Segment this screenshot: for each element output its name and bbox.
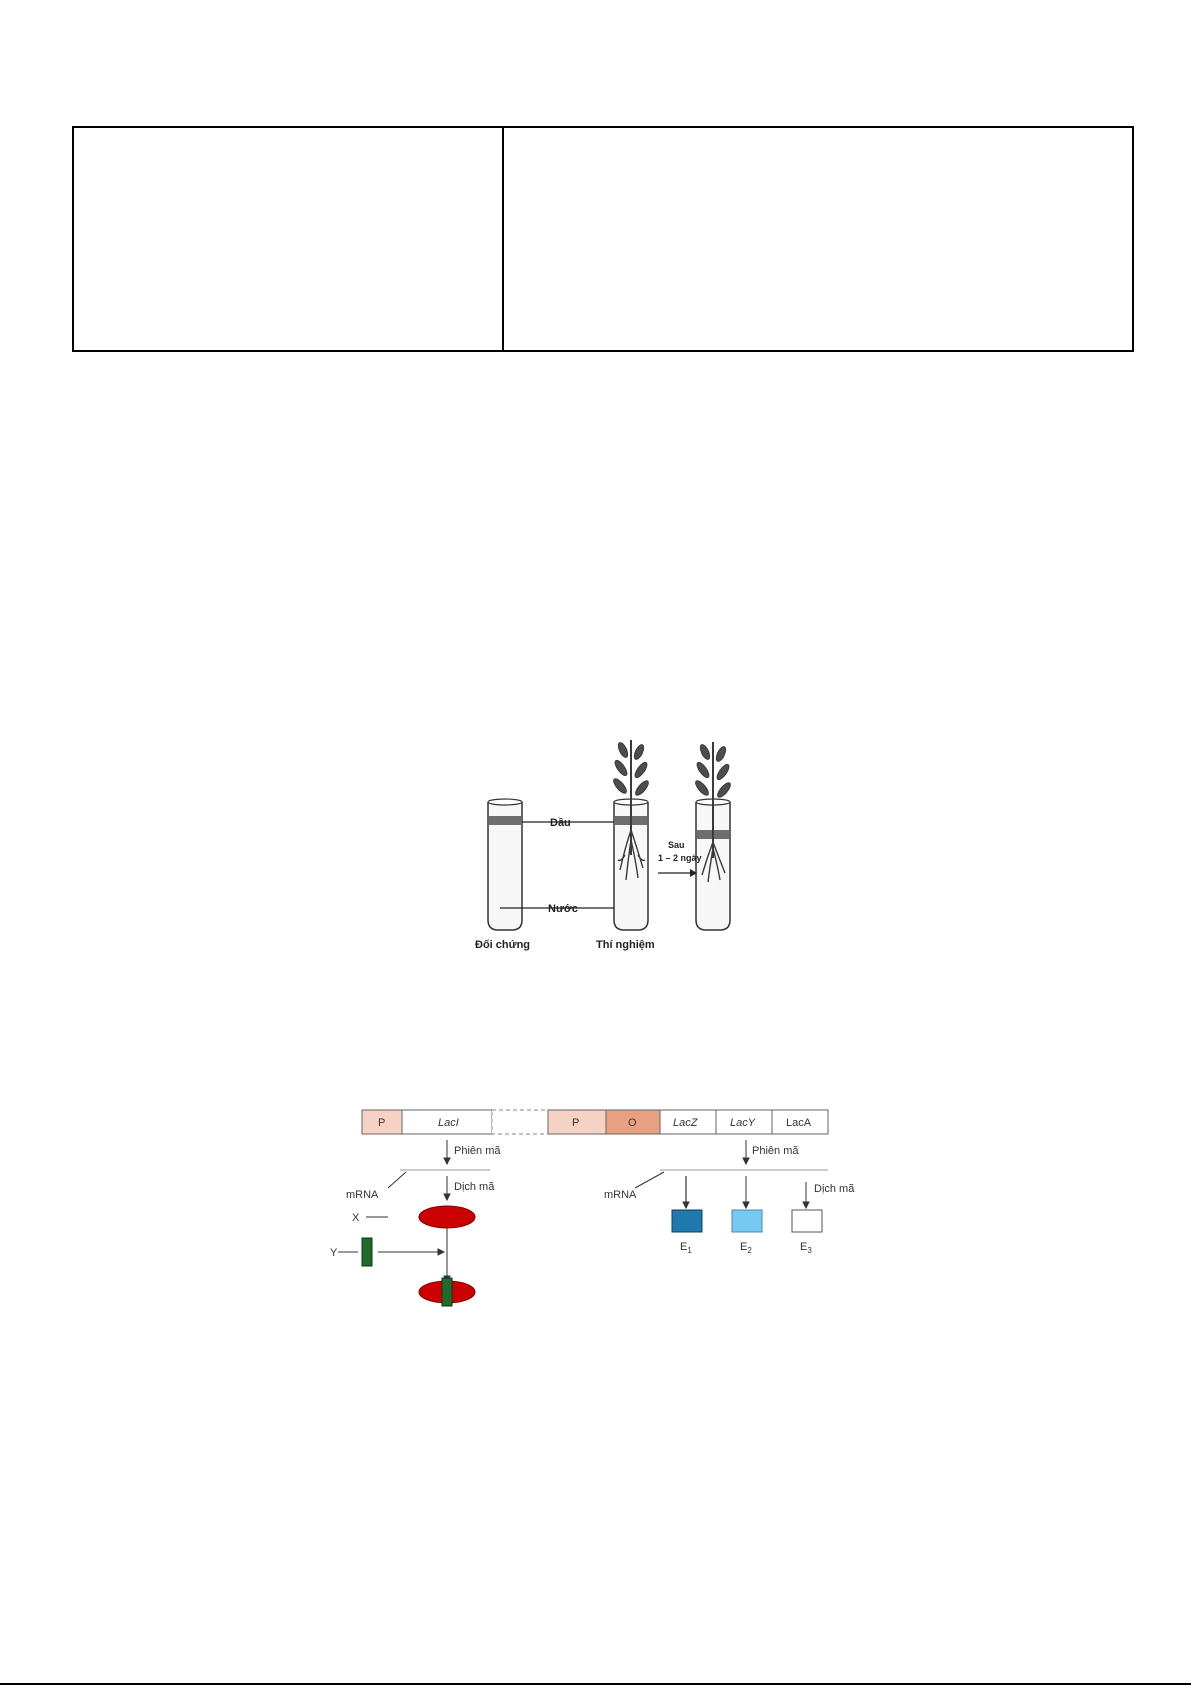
table-cell-right [504, 128, 1132, 350]
enzyme-e3-label: $E_3$ [800, 1241, 812, 1255]
operator-label: O [628, 1117, 637, 1129]
spacer-dashed [492, 1110, 548, 1134]
regulator-promoter-label: P [378, 1117, 386, 1129]
label-after-2: 1 – 2 ngày [658, 853, 702, 863]
test-tube-figure [440, 730, 780, 962]
mrna-label-right: mRNA [604, 1189, 637, 1201]
label-after-1: Sau [668, 840, 685, 850]
laca-label: LacA [786, 1117, 812, 1129]
experiment-tube [612, 740, 651, 930]
enzyme-e1-label: $E_1$ [680, 1241, 692, 1255]
repressor-protein [419, 1206, 475, 1228]
regulator-gene [362, 1110, 548, 1134]
enzyme-e2 [732, 1210, 762, 1232]
table-cell-left [74, 128, 504, 350]
transcription-label-left: Phiên mã [454, 1145, 501, 1157]
mrna-label-left: mRNA [346, 1189, 379, 1201]
label-experiment: Thí nghiệm [596, 939, 655, 951]
bound-inducer [442, 1278, 452, 1306]
result-tube [694, 742, 733, 930]
enzyme-e2-label: $E_2$ [740, 1241, 752, 1255]
label-water: Nước [548, 903, 578, 915]
y-label: Y [330, 1247, 338, 1259]
translation-label-right: Dịch mã [814, 1183, 855, 1195]
oil-layer-control [489, 816, 521, 825]
laci-label: LacI [438, 1117, 459, 1129]
label-oil: Dầu [550, 817, 571, 829]
transcription-label-right: Phiên mã [752, 1145, 799, 1157]
translation-label-left: Dịch mã [454, 1181, 495, 1193]
lacy-label: LacY [730, 1117, 756, 1129]
lac-operon [548, 1110, 828, 1134]
control-tube [488, 799, 522, 930]
operon-promoter-label: P [572, 1117, 580, 1129]
label-control: Đối chứng [475, 939, 531, 951]
lacz-label: LacZ [673, 1117, 698, 1129]
empty-table [72, 126, 1134, 352]
x-label: X [352, 1212, 360, 1224]
operon-pathway [635, 1140, 828, 1208]
inducer-molecule [362, 1238, 372, 1266]
enzyme-e1 [672, 1210, 702, 1232]
lac-operon-figure [330, 1100, 910, 1310]
enzyme-e3 [792, 1210, 822, 1232]
